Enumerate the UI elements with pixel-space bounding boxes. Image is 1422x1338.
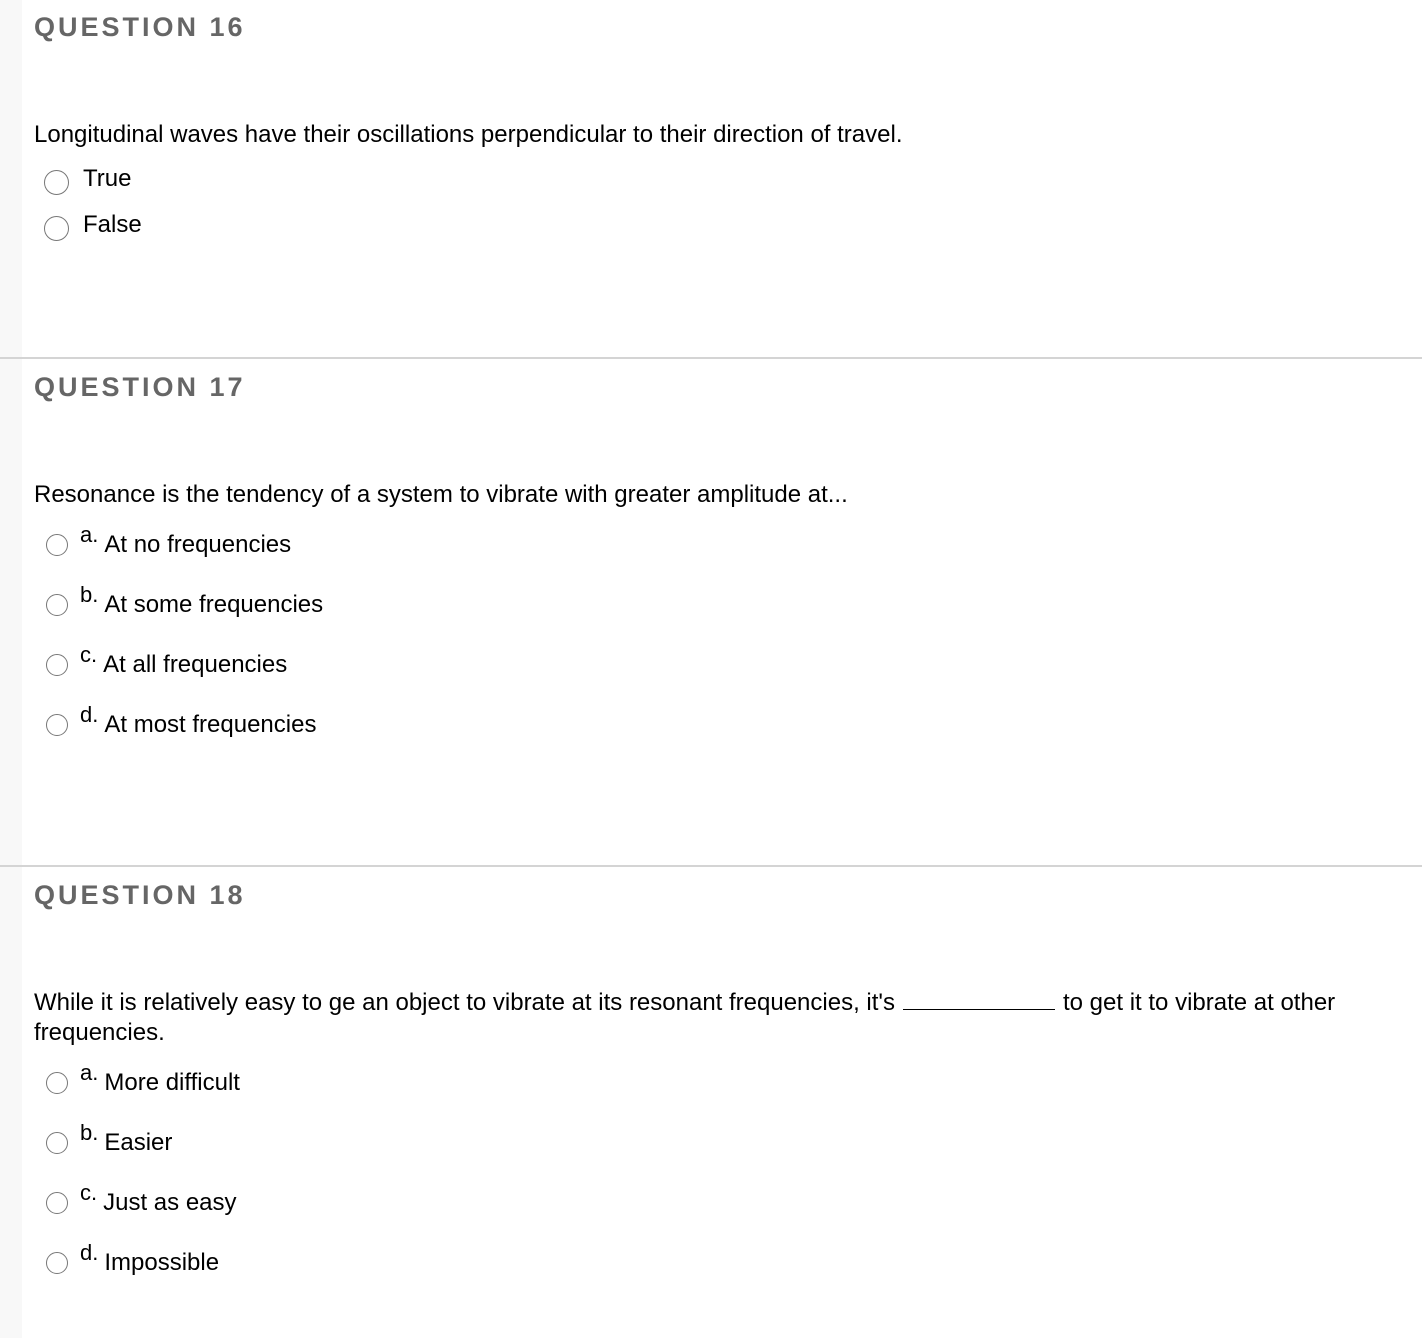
divider bbox=[0, 865, 1422, 867]
option-true[interactable] bbox=[44, 162, 131, 195]
radio-button[interactable] bbox=[44, 216, 69, 241]
left-margin bbox=[0, 0, 22, 1338]
option-label: False bbox=[83, 210, 142, 238]
radio-button[interactable] bbox=[46, 1192, 68, 1214]
question-text: Resonance is the tendency of a system to vibrate with greater amplitude at... bbox=[34, 481, 848, 508]
question-heading: QUESTION 16 bbox=[34, 12, 246, 42]
radio-button[interactable] bbox=[46, 1072, 68, 1094]
option-false[interactable] bbox=[44, 208, 142, 241]
option-letter: a. bbox=[80, 522, 99, 547]
option-label: True bbox=[83, 164, 132, 192]
option-letter: d. bbox=[80, 702, 99, 727]
option-label: At most frequencies bbox=[104, 711, 317, 738]
option-c[interactable] bbox=[46, 642, 288, 679]
option-d[interactable] bbox=[46, 702, 317, 739]
option-letter: d. bbox=[80, 1240, 99, 1265]
radio-button[interactable] bbox=[46, 714, 68, 736]
answer-blank bbox=[903, 1009, 1055, 1010]
option-label: Easier bbox=[104, 1129, 173, 1156]
option-label: Just as easy bbox=[103, 1189, 237, 1216]
option-letter: b. bbox=[80, 1120, 99, 1145]
option-label: At all frequencies bbox=[103, 651, 288, 678]
option-b[interactable] bbox=[46, 582, 324, 619]
option-letter: c. bbox=[80, 1180, 98, 1205]
question-text: Longitudinal waves have their oscillations perpendicular to their direction of travel. bbox=[34, 121, 903, 148]
option-label: Impossible bbox=[104, 1249, 220, 1276]
question-heading: QUESTION 18 bbox=[34, 880, 246, 910]
question-text bbox=[34, 988, 1394, 1048]
question-heading: QUESTION 17 bbox=[34, 372, 246, 402]
radio-button[interactable] bbox=[46, 534, 68, 556]
radio-button[interactable] bbox=[46, 654, 68, 676]
option-label: At some frequencies bbox=[104, 591, 324, 618]
divider bbox=[0, 357, 1422, 359]
option-label: At no frequencies bbox=[104, 531, 292, 558]
option-a[interactable] bbox=[46, 522, 292, 559]
option-letter: c. bbox=[80, 642, 98, 667]
radio-button[interactable] bbox=[46, 1132, 68, 1154]
option-c[interactable] bbox=[46, 1180, 237, 1217]
question-text-before: While it is relatively easy to ge an object to vibrate at its resonant frequencies, it's bbox=[34, 989, 895, 1016]
option-b[interactable] bbox=[46, 1120, 173, 1157]
option-label: More difficult bbox=[104, 1069, 240, 1096]
option-letter: a. bbox=[80, 1060, 99, 1085]
radio-button[interactable] bbox=[46, 1252, 68, 1274]
option-letter: b. bbox=[80, 582, 99, 607]
radio-button[interactable] bbox=[44, 170, 69, 195]
question-text-after: to get it to vibrate at other frequencies. bbox=[34, 989, 1336, 1046]
option-d[interactable] bbox=[46, 1240, 220, 1277]
radio-button[interactable] bbox=[46, 594, 68, 616]
option-a[interactable] bbox=[46, 1060, 240, 1097]
